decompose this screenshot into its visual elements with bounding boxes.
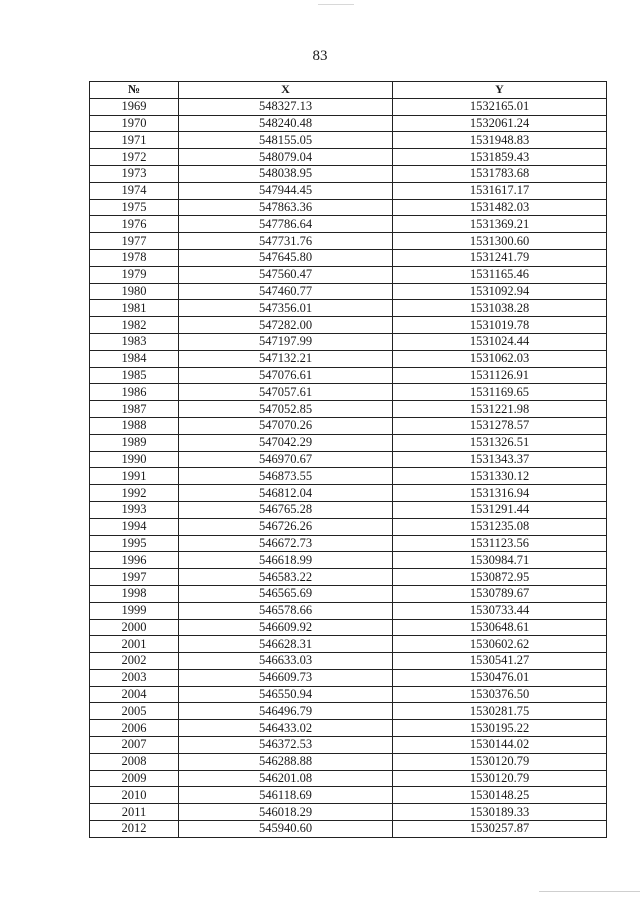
table-row: [90, 417, 607, 434]
cell-x: 546765.28: [179, 501, 393, 518]
cell-y: 1530120.79: [393, 770, 607, 787]
cell-x: 548240.48: [179, 115, 393, 132]
table-row: [90, 804, 607, 821]
cell-y: 1531062.03: [393, 350, 607, 367]
cell-y: 1531948.83: [393, 132, 607, 149]
cell-x: 547052.85: [179, 401, 393, 418]
cell-number: 2008: [90, 753, 179, 770]
cell-number: 1971: [90, 132, 179, 149]
table-row: [90, 821, 607, 838]
cell-number: 2001: [90, 636, 179, 653]
cell-y: 1531316.94: [393, 485, 607, 502]
scan-artifact-mark: [318, 4, 354, 5]
cell-x: 546433.02: [179, 720, 393, 737]
cell-y: 1530476.01: [393, 669, 607, 686]
cell-x: 547132.21: [179, 350, 393, 367]
cell-number: 2002: [90, 653, 179, 670]
cell-y: 1531169.65: [393, 384, 607, 401]
cell-number: 1977: [90, 233, 179, 250]
cell-y: 1530257.87: [393, 821, 607, 838]
cell-x: 546633.03: [179, 653, 393, 670]
cell-number: 1993: [90, 501, 179, 518]
cell-x: 547042.29: [179, 434, 393, 451]
cell-y: 1530189.33: [393, 804, 607, 821]
cell-x: 546672.73: [179, 535, 393, 552]
cell-x: 546628.31: [179, 636, 393, 653]
cell-number: 2009: [90, 770, 179, 787]
cell-x: 545940.60: [179, 821, 393, 838]
cell-x: 547070.26: [179, 417, 393, 434]
table-row: [90, 165, 607, 182]
cell-x: 546565.69: [179, 585, 393, 602]
cell-number: 1982: [90, 317, 179, 334]
table-row: [90, 401, 607, 418]
table-row: [90, 602, 607, 619]
cell-y: 1530195.22: [393, 720, 607, 737]
cell-x: 546496.79: [179, 703, 393, 720]
cell-y: 1530148.25: [393, 787, 607, 804]
table-row: [90, 686, 607, 703]
cell-y: 1531165.46: [393, 266, 607, 283]
header-number: №: [90, 82, 179, 99]
header-x: X: [179, 82, 393, 99]
cell-number: 1970: [90, 115, 179, 132]
table-row: [90, 233, 607, 250]
cell-y: 1531235.08: [393, 518, 607, 535]
cell-y: 1531343.37: [393, 451, 607, 468]
cell-y: 1531291.44: [393, 501, 607, 518]
cell-x: 546550.94: [179, 686, 393, 703]
cell-number: 1984: [90, 350, 179, 367]
table-row: [90, 283, 607, 300]
cell-x: 546970.67: [179, 451, 393, 468]
cell-number: 1980: [90, 283, 179, 300]
table-row: [90, 115, 607, 132]
table-body: [90, 98, 607, 837]
table-row: [90, 703, 607, 720]
table-row: [90, 216, 607, 233]
cell-x: 546201.08: [179, 770, 393, 787]
cell-number: 1987: [90, 401, 179, 418]
cell-y: 1531617.17: [393, 182, 607, 199]
cell-number: 1991: [90, 468, 179, 485]
table-row: [90, 367, 607, 384]
cell-x: 546372.53: [179, 737, 393, 754]
cell-number: 1988: [90, 417, 179, 434]
cell-y: 1532165.01: [393, 98, 607, 115]
cell-number: 1989: [90, 434, 179, 451]
cell-y: 1531221.98: [393, 401, 607, 418]
cell-y: 1531300.60: [393, 233, 607, 250]
cell-y: 1532061.24: [393, 115, 607, 132]
table-row: [90, 132, 607, 149]
table-row: [90, 535, 607, 552]
cell-number: 2010: [90, 787, 179, 804]
table-row: [90, 350, 607, 367]
cell-y: 1531482.03: [393, 199, 607, 216]
cell-x: 547460.77: [179, 283, 393, 300]
table-row: [90, 552, 607, 569]
cell-number: 1973: [90, 165, 179, 182]
table-row: [90, 636, 607, 653]
cell-x: 546609.92: [179, 619, 393, 636]
cell-x: 546726.26: [179, 518, 393, 535]
page-number: 83: [312, 48, 328, 64]
table-row: [90, 737, 607, 754]
cell-number: 1986: [90, 384, 179, 401]
cell-y: 1530144.02: [393, 737, 607, 754]
cell-x: 547786.64: [179, 216, 393, 233]
cell-y: 1530789.67: [393, 585, 607, 602]
cell-number: 1974: [90, 182, 179, 199]
cell-number: 2003: [90, 669, 179, 686]
cell-number: 1969: [90, 98, 179, 115]
cell-y: 1531092.94: [393, 283, 607, 300]
cell-y: 1531126.91: [393, 367, 607, 384]
cell-number: 1985: [90, 367, 179, 384]
cell-x: 548327.13: [179, 98, 393, 115]
table-header-row: [90, 82, 607, 99]
table-row: [90, 501, 607, 518]
cell-y: 1530376.50: [393, 686, 607, 703]
cell-number: 1976: [90, 216, 179, 233]
cell-number: 2006: [90, 720, 179, 737]
cell-x: 547944.45: [179, 182, 393, 199]
cell-y: 1530120.79: [393, 753, 607, 770]
cell-number: 1999: [90, 602, 179, 619]
cell-number: 2005: [90, 703, 179, 720]
cell-y: 1531783.68: [393, 165, 607, 182]
cell-x: 546118.69: [179, 787, 393, 804]
table-row: [90, 720, 607, 737]
table-row: [90, 149, 607, 166]
cell-x: 547863.36: [179, 199, 393, 216]
cell-y: 1530648.61: [393, 619, 607, 636]
cell-x: 547731.76: [179, 233, 393, 250]
table-row: [90, 249, 607, 266]
cell-y: 1530541.27: [393, 653, 607, 670]
cell-x: 547560.47: [179, 266, 393, 283]
cell-y: 1531330.12: [393, 468, 607, 485]
cell-y: 1531024.44: [393, 333, 607, 350]
table-row: [90, 266, 607, 283]
cell-y: 1531038.28: [393, 300, 607, 317]
cell-x: 547076.61: [179, 367, 393, 384]
cell-x: 546288.88: [179, 753, 393, 770]
table-row: [90, 653, 607, 670]
cell-number: 1990: [90, 451, 179, 468]
cell-number: 1995: [90, 535, 179, 552]
cell-x: 546018.29: [179, 804, 393, 821]
cell-number: 2004: [90, 686, 179, 703]
table-row: [90, 182, 607, 199]
cell-x: 547197.99: [179, 333, 393, 350]
coordinates-table: [89, 81, 607, 838]
cell-y: 1531369.21: [393, 216, 607, 233]
table-row: [90, 669, 607, 686]
cell-x: 546578.66: [179, 602, 393, 619]
cell-number: 2011: [90, 804, 179, 821]
cell-number: 1981: [90, 300, 179, 317]
cell-x: 546873.55: [179, 468, 393, 485]
cell-y: 1530733.44: [393, 602, 607, 619]
cell-number: 1978: [90, 249, 179, 266]
table-row: [90, 485, 607, 502]
cell-y: 1531278.57: [393, 417, 607, 434]
header-y: Y: [393, 82, 607, 99]
cell-x: 548038.95: [179, 165, 393, 182]
cell-x: 547282.00: [179, 317, 393, 334]
cell-number: 2000: [90, 619, 179, 636]
cell-number: 1992: [90, 485, 179, 502]
cell-y: 1531326.51: [393, 434, 607, 451]
cell-number: 1998: [90, 585, 179, 602]
cell-number: 1979: [90, 266, 179, 283]
table-row: [90, 753, 607, 770]
cell-number: 1996: [90, 552, 179, 569]
cell-y: 1531241.79: [393, 249, 607, 266]
cell-number: 1972: [90, 149, 179, 166]
table-row: [90, 98, 607, 115]
cell-x: 547645.80: [179, 249, 393, 266]
table-row: [90, 434, 607, 451]
cell-number: 1994: [90, 518, 179, 535]
table-row: [90, 300, 607, 317]
cell-number: 2007: [90, 737, 179, 754]
cell-x: 546583.22: [179, 569, 393, 586]
cell-x: 546812.04: [179, 485, 393, 502]
cell-y: 1530872.95: [393, 569, 607, 586]
cell-x: 546618.99: [179, 552, 393, 569]
cell-y: 1531019.78: [393, 317, 607, 334]
table-row: [90, 384, 607, 401]
cell-y: 1531859.43: [393, 149, 607, 166]
cell-number: 1997: [90, 569, 179, 586]
cell-x: 547356.01: [179, 300, 393, 317]
cell-x: 547057.61: [179, 384, 393, 401]
table-row: [90, 199, 607, 216]
cell-y: 1531123.56: [393, 535, 607, 552]
table-row: [90, 468, 607, 485]
table-row: [90, 585, 607, 602]
table-row: [90, 451, 607, 468]
table-row: [90, 518, 607, 535]
cell-number: 2012: [90, 821, 179, 838]
table-row: [90, 770, 607, 787]
cell-y: 1530602.62: [393, 636, 607, 653]
cell-number: 1983: [90, 333, 179, 350]
scan-edge-line: [539, 891, 640, 892]
table-row: [90, 569, 607, 586]
table-row: [90, 333, 607, 350]
cell-y: 1530984.71: [393, 552, 607, 569]
cell-x: 548079.04: [179, 149, 393, 166]
cell-x: 548155.05: [179, 132, 393, 149]
cell-number: 1975: [90, 199, 179, 216]
table-row: [90, 317, 607, 334]
table-row: [90, 787, 607, 804]
cell-y: 1530281.75: [393, 703, 607, 720]
table-row: [90, 619, 607, 636]
cell-x: 546609.73: [179, 669, 393, 686]
